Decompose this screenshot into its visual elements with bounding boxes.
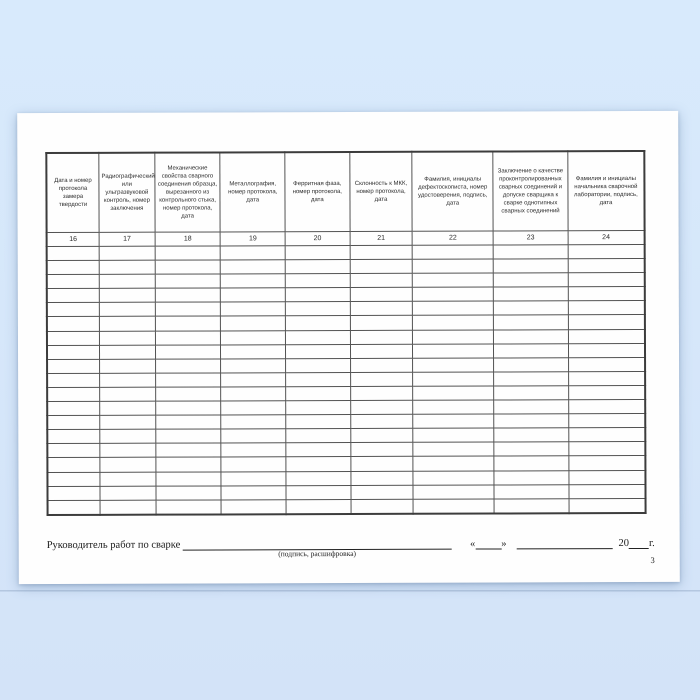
table-header-row [46,151,644,233]
column-header-19: Металлография, номер протокола, дата [220,152,285,232]
empty-cell [413,287,494,301]
column-header-17: Радиографический или ультразвуковой контроль, номер заключения [99,153,155,233]
empty-cell [221,485,286,499]
empty-cell [413,301,494,315]
empty-cell [221,358,286,372]
empty-cell [221,330,286,344]
empty-cell [413,330,494,344]
empty-cell [569,442,646,456]
empty-cell [494,442,569,456]
empty-cell [155,302,221,316]
empty-cell [286,499,351,514]
empty-cell [350,245,413,259]
empty-cell [568,244,645,258]
empty-cell [494,329,569,343]
empty-cell [100,472,156,486]
empty-cell [155,260,221,274]
empty-cell [568,315,645,329]
empty-cell [47,345,100,359]
empty-cell [47,246,100,260]
year-blank-line [629,537,649,549]
column-number-17: 17 [99,232,155,246]
empty-cell [100,415,156,429]
empty-cell [286,372,351,386]
empty-cell [568,259,645,273]
column-number-18: 18 [155,232,221,246]
empty-cell [494,372,569,386]
empty-cell [286,344,351,358]
empty-cell [286,401,351,415]
empty-cell [286,471,351,485]
empty-cell [494,400,569,414]
empty-cell [569,498,646,513]
empty-cell [155,331,221,345]
empty-cell [47,359,100,373]
empty-cell [221,288,286,302]
empty-cell [350,358,413,372]
empty-cell [493,259,568,273]
empty-cell [569,456,646,470]
empty-cell [156,443,222,457]
empty-cell [47,275,100,289]
empty-cell [494,414,569,428]
column-number-16: 16 [47,232,100,246]
empty-cell [286,386,351,400]
signature-caption: (подпись, расшифровка) [278,548,357,559]
welding-log-table [45,150,646,516]
empty-cell [155,246,221,260]
empty-cell [413,315,494,329]
empty-cell [350,259,413,273]
empty-cell [569,385,646,399]
empty-cell [493,273,568,287]
empty-cell [221,415,286,429]
empty-cell [494,470,569,484]
empty-cell [286,443,351,457]
empty-cell [48,500,101,515]
empty-cell [494,428,569,442]
signature-blank-line [182,535,452,559]
empty-cell [413,485,494,499]
empty-cell [286,415,351,429]
empty-cell [221,401,286,415]
empty-cell [568,329,645,343]
empty-cell [413,414,494,428]
empty-cell [47,331,100,345]
empty-cell [413,358,494,372]
empty-cell [494,386,569,400]
empty-cell [569,414,646,428]
empty-cell [47,472,100,486]
empty-cell [100,317,156,331]
empty-cell [568,357,645,371]
empty-cell [99,274,155,288]
empty-cell [99,288,155,302]
empty-cell [156,486,222,500]
column-header-24: Фамилия и инициалы начальника сварочной лаборатории, подпись, дата [568,151,645,231]
backdrop-seam [0,590,700,592]
empty-cell [155,288,221,302]
empty-cell [493,301,568,315]
empty-cell [413,372,494,386]
empty-cell [285,274,350,288]
empty-cell [285,245,350,259]
empty-cell [47,486,100,500]
empty-cell [351,457,414,471]
empty-cell [413,499,494,514]
empty-cell [413,456,494,470]
date-day-blank [470,537,507,549]
empty-cell [155,345,221,359]
empty-cell [222,499,287,514]
empty-cell [221,260,286,274]
empty-cell [100,486,156,500]
empty-cell [221,471,286,485]
empty-cell [568,287,645,301]
empty-cell [47,430,100,444]
quote-open: « [469,538,476,550]
empty-cell [285,302,350,316]
year-suffix: г. [648,537,655,549]
empty-cell [285,288,350,302]
empty-cell [99,246,155,260]
empty-cell [221,373,286,387]
empty-cell [350,400,413,414]
empty-cell [350,330,413,344]
empty-cell [221,429,286,443]
empty-cell [350,344,413,358]
column-header-21: Склонность к МКК, номер протокола, дата [349,152,412,232]
empty-cell [100,387,156,401]
empty-cell [155,316,221,330]
column-number-23: 23 [493,231,568,245]
empty-cell [350,443,413,457]
empty-cell [285,260,350,274]
empty-cell [100,443,156,457]
empty-cell [494,357,569,371]
empty-cell [413,259,494,273]
empty-cell [493,245,568,259]
empty-cell [350,428,413,442]
empty-cell [156,471,222,485]
column-number-24: 24 [568,230,645,244]
empty-cell [569,399,646,413]
empty-cell [494,456,569,470]
empty-cell [285,316,350,330]
empty-cell [286,358,351,372]
empty-cell [350,414,413,428]
empty-cell [100,345,156,359]
empty-cell [155,415,221,429]
footer-label: Руководитель работ по сварке [46,539,181,552]
empty-cell [413,428,494,442]
empty-cell [413,470,494,484]
empty-cell [350,273,413,287]
empty-cell [221,387,286,401]
empty-cell [47,387,100,401]
empty-cell [221,274,286,288]
empty-cell [568,301,645,315]
empty-cell [221,246,286,260]
empty-cell [494,498,569,513]
column-number-21: 21 [350,231,413,245]
empty-cell [156,429,222,443]
footer-signature-block [46,535,655,559]
empty-cell [99,303,155,317]
empty-cell [221,443,286,457]
empty-cell [100,359,156,373]
empty-cell [413,442,494,456]
empty-cell [47,260,100,274]
column-header-18: Механические свойства сварного соединения образца, вырезанного из контрольного стыка, номер протокола, дата [155,152,221,232]
empty-cell [155,387,221,401]
empty-cell [155,274,221,288]
empty-cell [350,386,413,400]
empty-cell [99,260,155,274]
empty-cell [569,470,646,484]
column-header-23: Заключение о качестве проконтролированных сварных соединений и допуске сварщика к сварке однотипных сварных соединений [493,151,568,231]
empty-cell [100,500,156,515]
empty-cell [413,273,494,287]
empty-cell [286,330,351,344]
empty-cell [221,344,286,358]
empty-cell [47,444,100,458]
year-blank [618,537,654,549]
empty-cell [155,359,221,373]
empty-cell [221,457,286,471]
empty-cell [493,287,568,301]
page-number: 3 [650,554,655,565]
empty-cell [413,400,494,414]
month-blank-line [516,534,612,549]
empty-cell [100,401,156,415]
empty-cell [350,316,413,330]
empty-cell [568,273,645,287]
table-row [48,498,646,515]
day-blank-line [475,537,501,549]
empty-cell [155,401,221,415]
empty-cell [494,315,569,329]
empty-cell [569,428,646,442]
empty-cell [494,343,569,357]
empty-cell [221,316,286,330]
empty-cell [351,485,414,499]
empty-cell [350,372,413,386]
empty-cell [47,303,100,317]
column-number-22: 22 [413,231,494,245]
form-page [17,111,680,584]
empty-cell [100,331,156,345]
empty-cell [100,458,156,472]
empty-cell [413,245,494,259]
empty-cell [47,289,100,303]
empty-cell [350,288,413,302]
empty-cell [568,343,645,357]
empty-cell [221,302,286,316]
column-header-16: Дата и номер протокола замера твердости [46,153,99,233]
column-header-22: Фамилия, инициалы дефектоскописта, номер удостоверения, подпись, дата [412,151,493,231]
empty-cell [494,484,569,498]
empty-cell [47,458,100,472]
empty-cell [156,500,222,515]
empty-cell [351,471,414,485]
empty-cell [413,344,494,358]
empty-cell [286,457,351,471]
column-header-20: Ферритная фаза, номер протокола, дата [285,152,350,232]
column-number-20: 20 [285,231,350,245]
empty-cell [47,317,100,331]
empty-cell [47,373,100,387]
empty-cell [47,401,100,415]
empty-cell [100,429,156,443]
empty-cell [351,499,414,514]
empty-cell [286,485,351,499]
year-prefix: 20 [618,538,629,550]
quote-close: » [501,538,507,550]
empty-cell [413,386,494,400]
empty-cell [569,484,646,498]
empty-cell [47,415,100,429]
empty-cell [568,371,645,385]
empty-cell [100,373,156,387]
empty-cell [350,302,413,316]
empty-cell [155,373,221,387]
column-number-19: 19 [221,232,286,246]
empty-cell [156,457,222,471]
empty-cell [286,429,351,443]
